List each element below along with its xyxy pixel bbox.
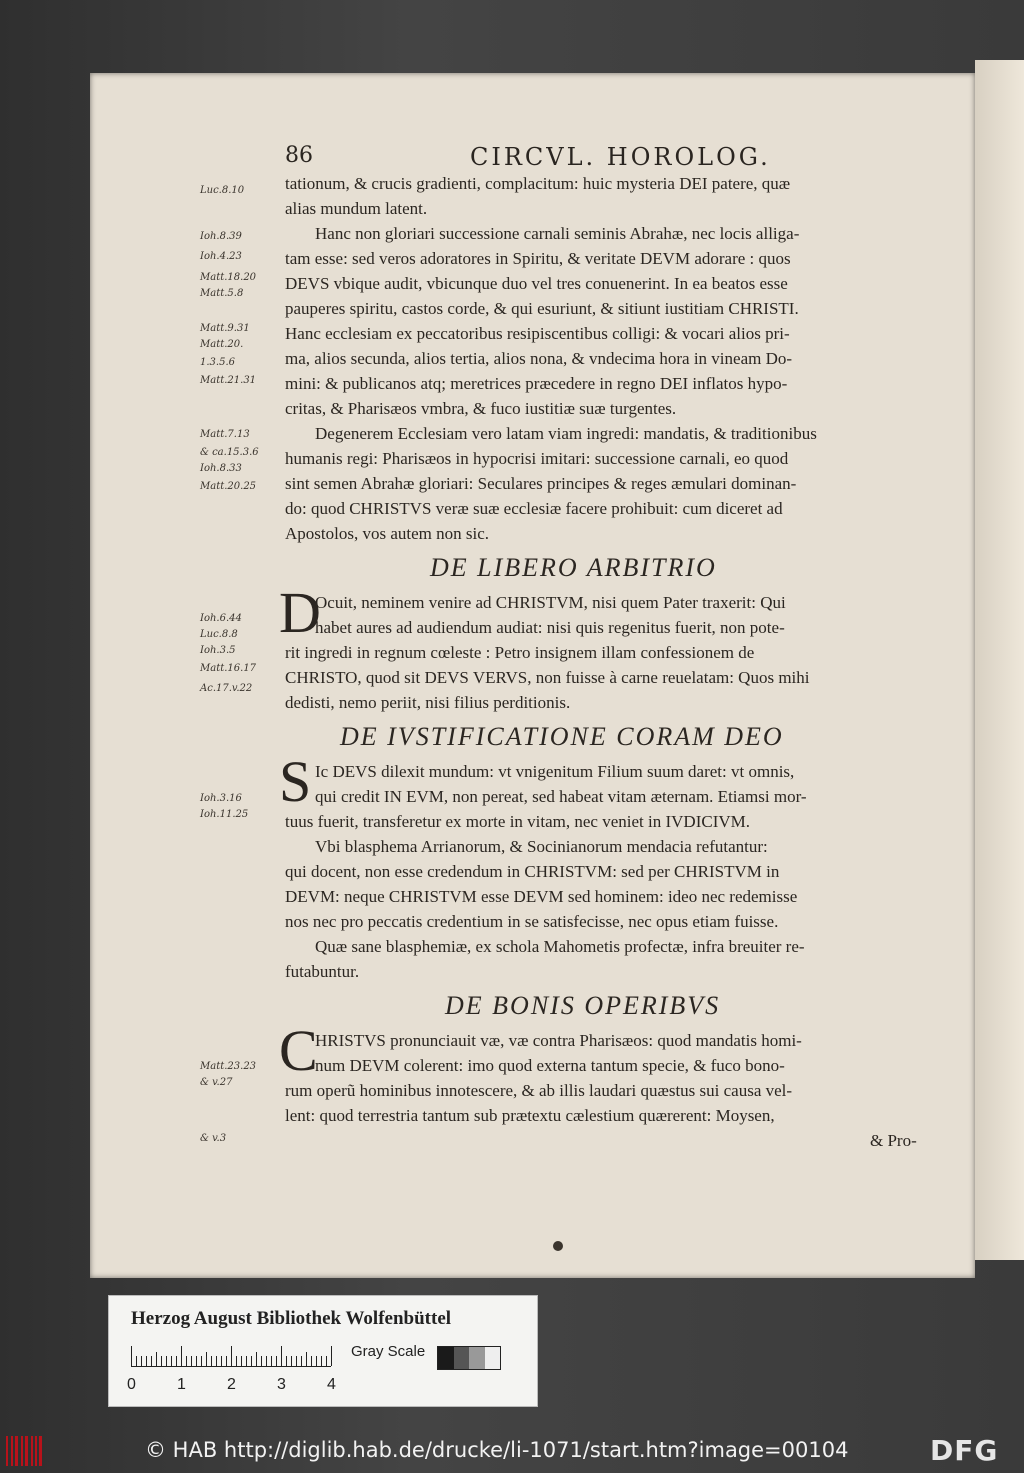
text-line: alias mundum latent. [285, 199, 428, 218]
ruler-tick [256, 1352, 257, 1366]
ruler-tick [241, 1356, 242, 1366]
ruler-tick [206, 1352, 207, 1366]
ruler-tick [266, 1356, 267, 1366]
ruler-tick [286, 1356, 287, 1366]
ruler-tick [221, 1356, 222, 1366]
margin-note: Ioh.6.44 [200, 613, 242, 624]
ruler-tick [326, 1356, 327, 1366]
ruler-tick [166, 1356, 167, 1366]
drop-cap: S [279, 749, 312, 814]
margin-note: 1.3.5.6 [200, 357, 235, 368]
book-page [90, 73, 975, 1278]
ruler-tick [161, 1356, 162, 1366]
margin-note: Matt.20. [200, 339, 244, 350]
margin-note: Matt.18.20 [200, 272, 257, 283]
text-line: ma, alios secunda, alios tertia, alios nona, & vndecima hora in vineam Do- [285, 349, 793, 368]
ruler-tick [216, 1356, 217, 1366]
barcode-bar [15, 1436, 18, 1466]
margin-note: Ac.17.v.22 [200, 683, 253, 694]
text-line: Quæ sane blasphemiæ, ex schola Mahometis profectæ, infra breuiter re- [315, 937, 805, 956]
margin-note: Matt.9.31 [200, 323, 250, 334]
text-line: humanis regi: Pharisæos in hypocrisi imitari: successione carnali, eo quod [285, 449, 789, 468]
gray-step [469, 1347, 485, 1369]
page-number: 86 [285, 143, 313, 168]
ruler-tick [231, 1346, 232, 1366]
gray-step [438, 1347, 454, 1369]
ruler-number: 1 [177, 1376, 186, 1393]
text-line: habet aures ad audiendum audiat: nisi quis regenitus fuerit, non pote- [315, 618, 785, 637]
text-line: tam esse: sed veros adoratores in Spiritu, & veritate DEVM adorare : quos [285, 249, 791, 268]
ruler-tick [201, 1356, 202, 1366]
margin-note: Matt.21.31 [200, 375, 257, 386]
paragraph [279, 1018, 945, 1153]
margin-note: Matt.23.23 [200, 1061, 257, 1072]
text-line: sint semen Abrahæ gloriari: Seculares principes & reges æmulari dominan- [285, 474, 797, 493]
margin-note: Ioh.3.5 [200, 645, 236, 656]
barcode-bar [21, 1436, 23, 1466]
text-line: DEVM: neque CHRISTVM esse DEVM sed hominem: ideo nec redemisse [285, 887, 798, 906]
margin-note: & v.3 [200, 1133, 227, 1144]
barcode-icon [6, 1436, 46, 1466]
text-line: critas, & Pharisæos vmbra, & fuco iustitiæ suæ turgentes. [285, 399, 677, 418]
ruler-tick [141, 1356, 142, 1366]
ruler-tick [176, 1356, 177, 1366]
text-line: Hanc non gloriari successione carnali seminis Abrahæ, nec locis alliga- [315, 224, 800, 243]
gray-scale-label: Gray Scale [351, 1343, 426, 1360]
text-line: Vbi blasphema Arrianorum, & Socinianorum mendacia refutantur: [315, 837, 768, 856]
ruler-tick [191, 1356, 192, 1366]
text-line: DEVS vbique audit, vbicunque duo vel tres conuenerint. In ea beatos esse [285, 274, 788, 293]
drop-cap: C [279, 1018, 318, 1083]
barcode-bar [11, 1436, 13, 1466]
catchword: & Pro- [870, 1131, 917, 1150]
gray-step [485, 1347, 501, 1369]
text-line: tationum, & crucis gradienti, complacitum: huic mysteria DEI patere, quæ [285, 174, 791, 193]
ruler-tick [276, 1356, 277, 1366]
margin-note: Luc.8.8 [200, 629, 238, 640]
text-line: Ocuit, neminem venire ad CHRISTVM, nisi quem Pater traxerit: Qui [315, 593, 786, 612]
library-name: Herzog August Bibliothek Wolfenbüttel [131, 1308, 452, 1329]
paragraph [279, 580, 945, 715]
text-line: tuus fuerit, transferetur ex morte in vitam, nec veniet in IVDICIVM. [285, 812, 751, 831]
ruler-numbers [127, 1376, 347, 1396]
gray-step [454, 1347, 470, 1369]
margin-note: Matt.20.25 [200, 481, 257, 492]
copyright-url[interactable]: © HAB http://diglib.hab.de/drucke/li-1071/start.htm?image=00104 [145, 1438, 849, 1462]
gray-scale-swatch [437, 1346, 501, 1370]
margin-note: Luc.8.10 [200, 185, 245, 196]
ruler-number: 0 [127, 1376, 136, 1393]
ruler-tick [136, 1356, 137, 1366]
running-title: CIRCVL. HOROLOG. [470, 143, 771, 171]
section-heading: DE IVSTIFICATIONE CORAM DEO [340, 722, 784, 751]
barcode-bar [6, 1436, 8, 1466]
text-line: futabuntur. [285, 962, 360, 981]
ruler-tick [291, 1356, 292, 1366]
text-line: HRISTVS pronunciauit væ, væ contra Pharisæos: quod mandatis homi- [315, 1031, 802, 1050]
ruler-tick [296, 1356, 297, 1366]
page-ornament [553, 1241, 563, 1251]
margin-note: Ioh.8.33 [200, 463, 242, 474]
text-line: lent: quod terrestria tantum sub prætextu cælestium quærerent: Moysen, [285, 1106, 775, 1125]
ruler-tick [151, 1356, 152, 1366]
ruler [131, 1346, 331, 1367]
text-line: pauperes spiritu, castos corde, & qui esuriunt, & sitiunt iustitiam CHRISTI. [285, 299, 799, 318]
ruler-tick [131, 1346, 132, 1366]
library-label-card [108, 1295, 538, 1407]
barcode-bar [25, 1436, 28, 1466]
barcode-bar [35, 1436, 37, 1466]
ruler-tick [316, 1356, 317, 1366]
ruler-tick [331, 1346, 332, 1366]
margin-note: Ioh.4.23 [200, 251, 242, 262]
text-line: Hanc ecclesiam ex peccatoribus resipiscentibus colligi: & vocari alios pri- [285, 324, 790, 343]
ruler-tick [236, 1356, 237, 1366]
paragraph [279, 749, 945, 984]
margin-note: Matt.5.8 [200, 288, 244, 299]
margin-note: & ca.15.3.6 [200, 447, 259, 458]
text-line: Degenerem Ecclesiam vero latam viam ingredi: mandatis, & traditionibus [315, 424, 817, 443]
text-line: do: quod CHRISTVS veræ suæ ecclesiæ facere prohibuit: cum diceret ad [285, 499, 783, 518]
text-line: rit ingredi in regnum cœleste : Petro insignem illam confessionem de [285, 643, 755, 662]
barcode-bar [39, 1436, 42, 1466]
margin-note: Ioh.11.25 [200, 809, 249, 820]
drop-cap: D [279, 580, 321, 645]
text-line: mini: & publicanos atq; meretrices præcedere in regno DEI inflatos hypo- [285, 374, 788, 393]
ruler-number: 2 [227, 1376, 236, 1393]
text-line: qui credit IN EVM, non pereat, sed habeat vitam æternam. Etiamsi mor- [315, 787, 807, 806]
ruler-tick [306, 1352, 307, 1366]
text-line: num DEVM colerent: imo quod externa tantum specie, & fuco bono- [315, 1056, 785, 1075]
margin-note: & v.27 [200, 1077, 233, 1088]
footer-bar [0, 1428, 1024, 1473]
ruler-tick [226, 1356, 227, 1366]
ruler-tick [301, 1356, 302, 1366]
margin-note: Ioh.8.39 [200, 231, 242, 242]
section-heading: DE BONIS OPERIBVS [445, 991, 721, 1020]
ruler-tick [281, 1346, 282, 1366]
ruler-tick [196, 1356, 197, 1366]
text-line: rum operũ hominibus innotescere, & ab illis laudari quæstus sui causa vel- [285, 1081, 793, 1100]
text-line: nos nec pro peccatis credentium in se satisfecisse, nec opus etiam fuisse. [285, 912, 779, 931]
text-line: qui docent, non esse credendum in CHRISTVM: sed per CHRISTVM in [285, 862, 780, 881]
margin-note: Ioh.3.16 [200, 793, 242, 804]
barcode-bar [31, 1436, 33, 1466]
ruler-number: 3 [277, 1376, 286, 1393]
main-text [279, 171, 945, 1153]
ruler-tick [321, 1356, 322, 1366]
ruler-tick [261, 1356, 262, 1366]
margin-note: Matt.7.13 [200, 429, 250, 440]
text-line: Apostolos, vos autem non sic. [285, 524, 489, 543]
margin-note: Matt.16.17 [200, 663, 257, 674]
ruler-tick [251, 1356, 252, 1366]
ruler-tick [181, 1346, 182, 1366]
adjacent-page-edge [975, 60, 1024, 1260]
text-line: dedisti, nemo periit, nisi filius perditionis. [285, 693, 571, 712]
ruler-tick [246, 1356, 247, 1366]
ruler-tick [146, 1356, 147, 1366]
text-line: CHRISTO, quod sit DEVS VERVS, non fuisse à carne reuelatam: Quos mihi [285, 668, 810, 687]
section-heading: DE LIBERO ARBITRIO [430, 553, 717, 582]
dfg-logo: DFG [930, 1434, 999, 1467]
ruler-tick [171, 1356, 172, 1366]
ruler-tick [271, 1356, 272, 1366]
ruler-tick [211, 1356, 212, 1366]
ruler-tick [311, 1356, 312, 1366]
ruler-number: 4 [327, 1376, 336, 1393]
text-line: Ic DEVS dilexit mundum: vt vnigenitum Filium suum daret: vt omnis, [315, 762, 795, 781]
ruler-tick [156, 1352, 157, 1366]
ruler-tick [186, 1356, 187, 1366]
